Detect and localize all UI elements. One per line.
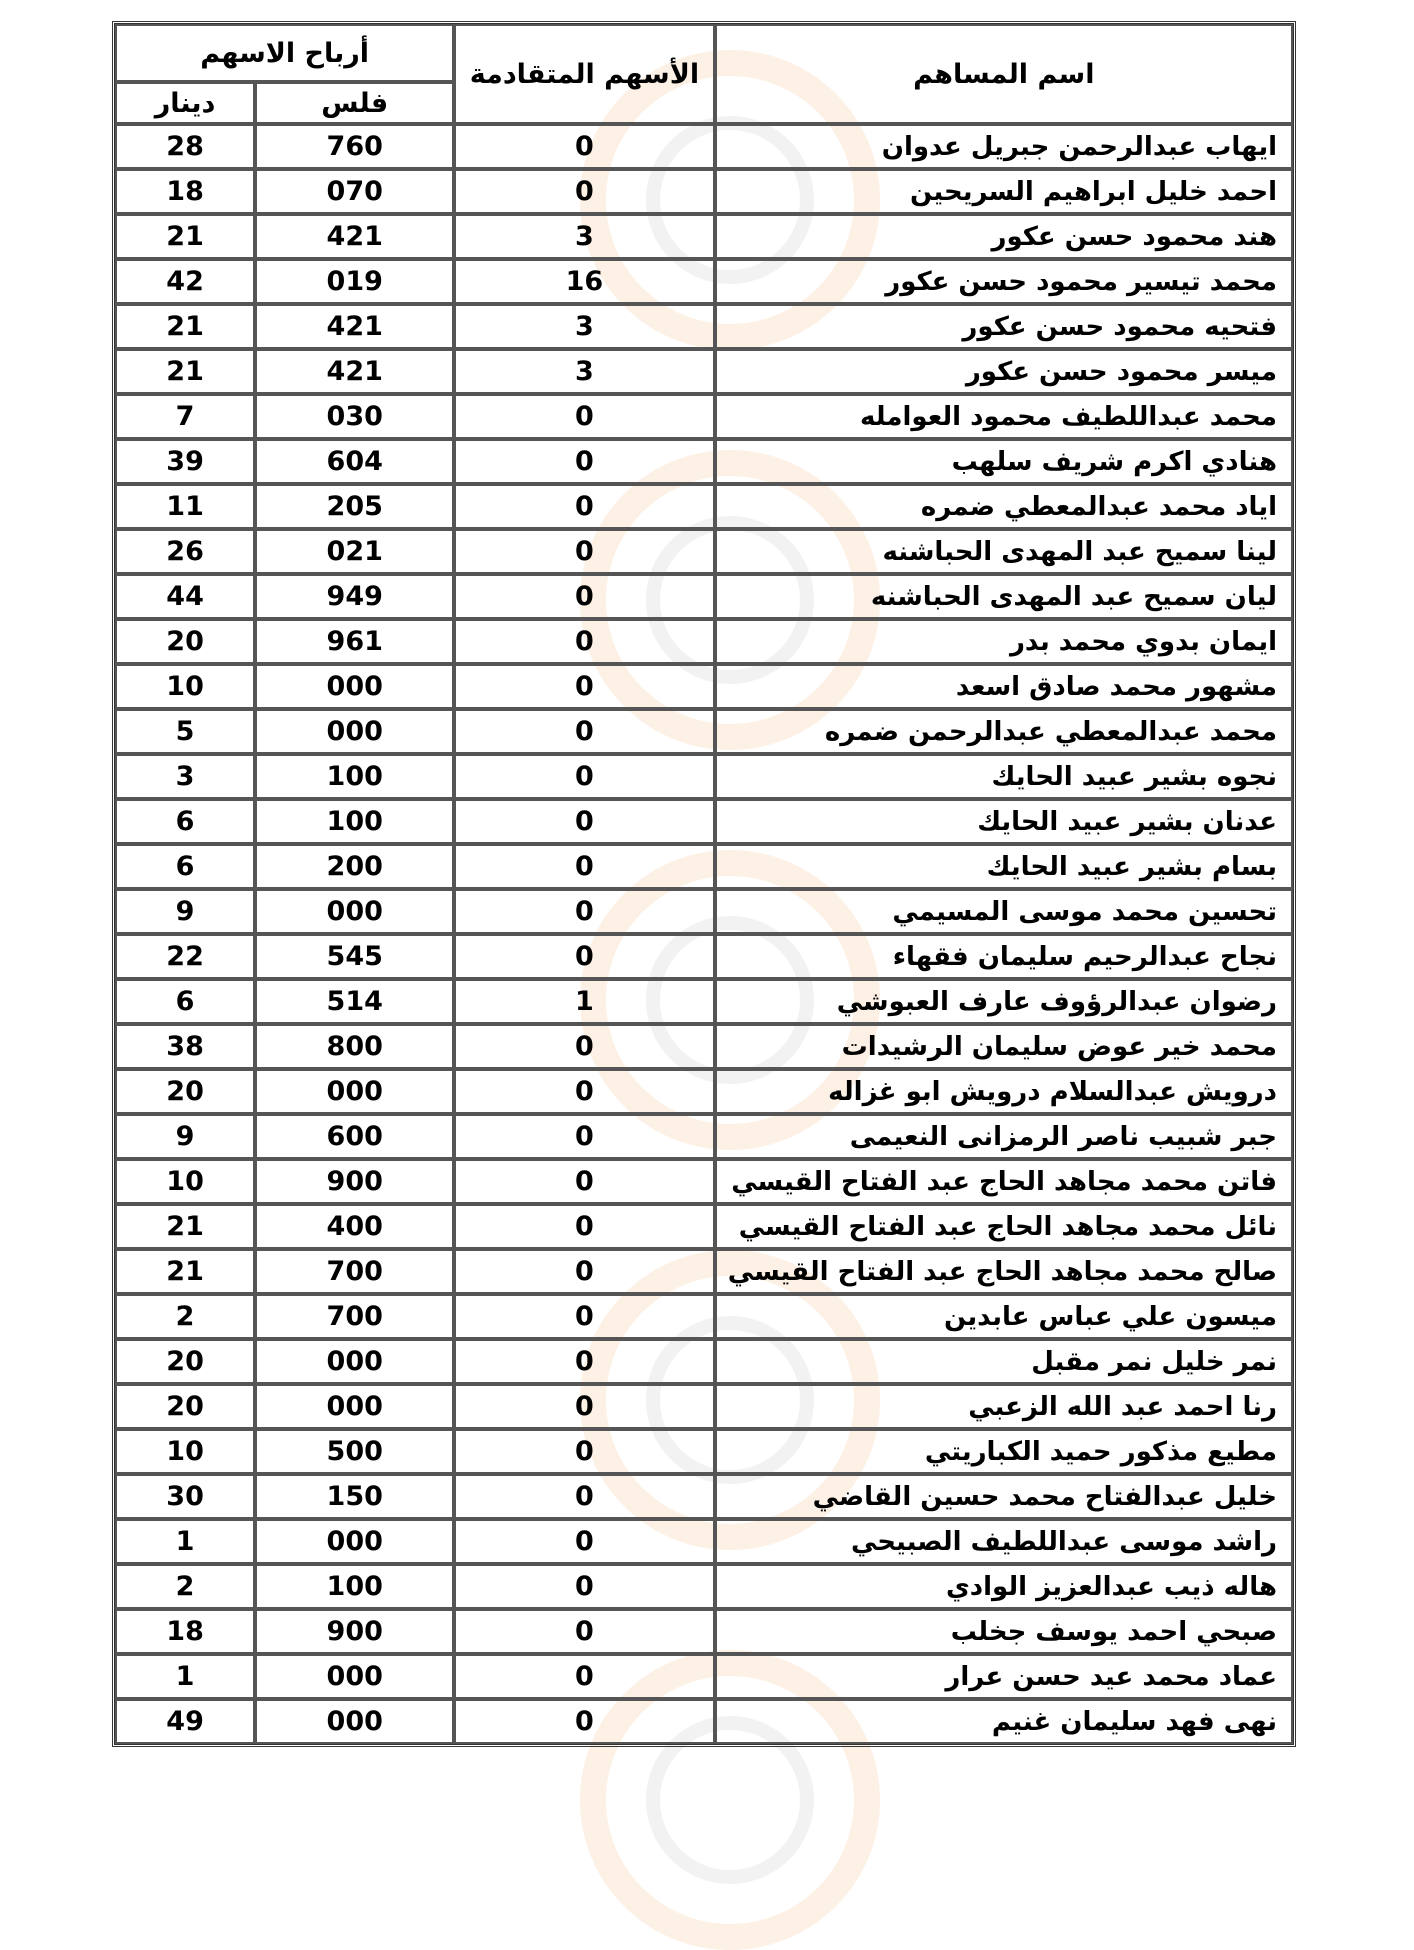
dividend-dinar-cell: 6 — [115, 979, 255, 1024]
dividend-fils-cell: 000 — [255, 1384, 454, 1429]
table-row — [115, 1429, 1293, 1474]
shareholder-name-cell: اياد محمد عبدالمعطي ضمره — [715, 484, 1293, 529]
table-row — [115, 1159, 1293, 1204]
dividend-dinar-cell: 5 — [115, 709, 255, 754]
expired-shares-cell: 0 — [454, 844, 714, 889]
dividend-dinar-cell: 21 — [115, 1204, 255, 1249]
expired-shares-cell: 0 — [454, 709, 714, 754]
expired-shares-cell: 0 — [454, 1024, 714, 1069]
shareholder-name-cell: فاتن محمد مجاهد الحاج عبد الفتاح القيسي — [715, 1159, 1293, 1204]
dividend-fils-cell: 100 — [255, 799, 454, 844]
dividend-fils-cell: 604 — [255, 439, 454, 484]
table-row — [115, 1294, 1293, 1339]
table-row — [115, 394, 1293, 439]
shareholder-name-cell: نجوه بشير عبيد الحايك — [715, 754, 1293, 799]
dividend-fils-cell: 019 — [255, 259, 454, 304]
dividend-dinar-cell: 20 — [115, 1384, 255, 1429]
dividend-fils-cell: 100 — [255, 754, 454, 799]
table-row — [115, 349, 1293, 394]
dividend-dinar-cell: 9 — [115, 1114, 255, 1159]
dividend-dinar-cell: 9 — [115, 889, 255, 934]
dividend-fils-cell: 021 — [255, 529, 454, 574]
dividend-dinar-cell: 7 — [115, 394, 255, 439]
table-row — [115, 1609, 1293, 1654]
expired-shares-cell: 0 — [454, 1114, 714, 1159]
dividend-fils-cell: 900 — [255, 1609, 454, 1654]
dividend-dinar-cell: 22 — [115, 934, 255, 979]
table-row — [115, 259, 1293, 304]
expired-shares-cell: 0 — [454, 889, 714, 934]
dividend-fils-cell: 400 — [255, 1204, 454, 1249]
dividend-fils-cell: 000 — [255, 709, 454, 754]
dividend-dinar-cell: 6 — [115, 844, 255, 889]
table-row — [115, 1564, 1293, 1609]
expired-shares-cell: 0 — [454, 1384, 714, 1429]
header-dinar: دينار — [115, 82, 255, 124]
dividend-dinar-cell: 44 — [115, 574, 255, 619]
dividend-fils-cell: 760 — [255, 124, 454, 169]
dividend-dinar-cell: 10 — [115, 1429, 255, 1474]
expired-shares-cell: 0 — [454, 1159, 714, 1204]
shareholder-name-cell: ميسر محمود حسن عكور — [715, 349, 1293, 394]
shareholder-name-cell: مشهور محمد صادق اسعد — [715, 664, 1293, 709]
expired-shares-cell: 0 — [454, 1609, 714, 1654]
dividend-dinar-cell: 11 — [115, 484, 255, 529]
shareholder-name-cell: محمد خير عوض سليمان الرشيدات — [715, 1024, 1293, 1069]
dividend-dinar-cell: 21 — [115, 214, 255, 259]
shareholder-name-cell: عدنان بشير عبيد الحايك — [715, 799, 1293, 844]
dividend-dinar-cell: 3 — [115, 754, 255, 799]
expired-shares-cell: 0 — [454, 1339, 714, 1384]
dividend-dinar-cell: 2 — [115, 1564, 255, 1609]
table-row — [115, 799, 1293, 844]
table-row — [115, 979, 1293, 1024]
dividend-fils-cell: 700 — [255, 1294, 454, 1339]
shareholder-name-cell: رنا احمد عبد الله الزعبي — [715, 1384, 1293, 1429]
expired-shares-cell: 0 — [454, 1474, 714, 1519]
expired-shares-cell: 0 — [454, 799, 714, 844]
table-row — [115, 934, 1293, 979]
dividend-fils-cell: 000 — [255, 889, 454, 934]
dividend-fils-cell: 205 — [255, 484, 454, 529]
shareholder-name-cell: صالح محمد مجاهد الحاج عبد الفتاح القيسي — [715, 1249, 1293, 1294]
table-row — [115, 529, 1293, 574]
dividend-fils-cell: 900 — [255, 1159, 454, 1204]
dividend-dinar-cell: 39 — [115, 439, 255, 484]
expired-shares-cell: 0 — [454, 574, 714, 619]
expired-shares-cell: 3 — [454, 304, 714, 349]
table-row — [115, 214, 1293, 259]
shareholder-name-cell: صبحي احمد يوسف جخلب — [715, 1609, 1293, 1654]
expired-shares-cell: 0 — [454, 1564, 714, 1609]
dividend-fils-cell: 000 — [255, 664, 454, 709]
dividend-fils-cell: 000 — [255, 1069, 454, 1114]
dividend-dinar-cell: 30 — [115, 1474, 255, 1519]
shareholder-name-cell: نمر خليل نمر مقبل — [715, 1339, 1293, 1384]
dividend-fils-cell: 421 — [255, 304, 454, 349]
dividend-dinar-cell: 21 — [115, 349, 255, 394]
shareholder-name-cell: لينا سميح عبد المهدى الحباشنه — [715, 529, 1293, 574]
dividend-dinar-cell: 18 — [115, 1609, 255, 1654]
table-row — [115, 124, 1293, 169]
expired-shares-cell: 0 — [454, 1654, 714, 1699]
dividend-dinar-cell: 2 — [115, 1294, 255, 1339]
expired-shares-cell: 0 — [454, 484, 714, 529]
dividend-fils-cell: 000 — [255, 1519, 454, 1564]
dividend-fils-cell: 000 — [255, 1654, 454, 1699]
dividend-dinar-cell: 21 — [115, 304, 255, 349]
shareholder-name-cell: بسام بشير عبيد الحايك — [715, 844, 1293, 889]
table-row — [115, 1339, 1293, 1384]
dividend-fils-cell: 700 — [255, 1249, 454, 1294]
dividend-dinar-cell: 20 — [115, 1069, 255, 1114]
expired-shares-cell: 0 — [454, 1519, 714, 1564]
expired-shares-cell: 0 — [454, 1204, 714, 1249]
shareholder-name-cell: ليان سميح عبد المهدى الحباشنه — [715, 574, 1293, 619]
table-row — [115, 1699, 1293, 1744]
table-row — [115, 1654, 1293, 1699]
dividend-dinar-cell: 21 — [115, 1249, 255, 1294]
dividend-dinar-cell: 28 — [115, 124, 255, 169]
expired-shares-cell: 0 — [454, 169, 714, 214]
dividend-dinar-cell: 49 — [115, 1699, 255, 1744]
expired-shares-cell: 0 — [454, 394, 714, 439]
shareholder-name-cell: ميسون علي عباس عابدين — [715, 1294, 1293, 1339]
dividend-dinar-cell: 6 — [115, 799, 255, 844]
shareholder-name-cell: درويش عبدالسلام درويش ابو غزاله — [715, 1069, 1293, 1114]
shareholder-name-cell: راشد موسى عبداللطيف الصبيحي — [715, 1519, 1293, 1564]
table-row — [115, 1204, 1293, 1249]
dividend-fils-cell: 545 — [255, 934, 454, 979]
table-row — [115, 664, 1293, 709]
dividend-fils-cell: 949 — [255, 574, 454, 619]
shareholder-name-cell: هاله ذيب عبدالعزيز الوادي — [715, 1564, 1293, 1609]
shareholder-name-cell: محمد عبدالمعطي عبدالرحمن ضمره — [715, 709, 1293, 754]
table-row — [115, 754, 1293, 799]
dividend-dinar-cell: 26 — [115, 529, 255, 574]
table-row — [115, 844, 1293, 889]
table-row — [115, 1474, 1293, 1519]
header-dividends: أرباح الاسهم — [115, 24, 454, 82]
dividend-dinar-cell: 20 — [115, 1339, 255, 1384]
dividend-fils-cell: 421 — [255, 349, 454, 394]
expired-shares-cell: 16 — [454, 259, 714, 304]
expired-shares-cell: 0 — [454, 529, 714, 574]
header-expired-shares: الأسهم المتقادمة — [454, 24, 714, 124]
dividend-fils-cell: 000 — [255, 1339, 454, 1384]
expired-shares-cell: 3 — [454, 214, 714, 259]
header-fils: فلس — [255, 82, 454, 124]
shareholder-name-cell: نائل محمد مجاهد الحاج عبد الفتاح القيسي — [715, 1204, 1293, 1249]
shareholder-name-cell: ايمان بدوي محمد بدر — [715, 619, 1293, 664]
shareholder-name-cell: خليل عبدالفتاح محمد حسين القاضي — [715, 1474, 1293, 1519]
table-row — [115, 484, 1293, 529]
table-row — [115, 169, 1293, 214]
table-row — [115, 1069, 1293, 1114]
dividend-dinar-cell: 20 — [115, 619, 255, 664]
table-row — [115, 619, 1293, 664]
dividend-dinar-cell: 18 — [115, 169, 255, 214]
shareholder-name-cell: نهى فهد سليمان غنيم — [715, 1699, 1293, 1744]
dividend-fils-cell: 070 — [255, 169, 454, 214]
expired-shares-cell: 0 — [454, 439, 714, 484]
dividend-fils-cell: 150 — [255, 1474, 454, 1519]
dividend-dinar-cell: 10 — [115, 664, 255, 709]
shareholders-table — [112, 21, 1296, 1747]
shareholder-name-cell: احمد خليل ابراهيم السريحين — [715, 169, 1293, 214]
expired-shares-cell: 0 — [454, 124, 714, 169]
dividend-fils-cell: 030 — [255, 394, 454, 439]
table-row — [115, 709, 1293, 754]
table-row — [115, 304, 1293, 349]
shareholder-name-cell: نجاح عبدالرحيم سليمان فقهاء — [715, 934, 1293, 979]
shareholder-name-cell: ايهاب عبدالرحمن جبريل عدوان — [715, 124, 1293, 169]
dividend-fils-cell: 961 — [255, 619, 454, 664]
shareholder-name-cell: فتحيه محمود حسن عكور — [715, 304, 1293, 349]
shareholder-name-cell: تحسين محمد موسى المسيمي — [715, 889, 1293, 934]
expired-shares-cell: 1 — [454, 979, 714, 1024]
shareholder-name-cell: محمد تيسير محمود حسن عكور — [715, 259, 1293, 304]
dividend-dinar-cell: 42 — [115, 259, 255, 304]
dividend-fils-cell: 800 — [255, 1024, 454, 1069]
table-row — [115, 439, 1293, 484]
shareholder-name-cell: محمد عبداللطيف محمود العوامله — [715, 394, 1293, 439]
dividend-dinar-cell: 10 — [115, 1159, 255, 1204]
expired-shares-cell: 3 — [454, 349, 714, 394]
dividend-fils-cell: 100 — [255, 1564, 454, 1609]
expired-shares-cell: 0 — [454, 619, 714, 664]
table-row — [115, 1024, 1293, 1069]
expired-shares-cell: 0 — [454, 1699, 714, 1744]
dividend-fils-cell: 200 — [255, 844, 454, 889]
table-row — [115, 1114, 1293, 1159]
dividend-dinar-cell: 38 — [115, 1024, 255, 1069]
dividend-fils-cell: 600 — [255, 1114, 454, 1159]
shareholder-name-cell: رضوان عبدالرؤوف عارف العبوشي — [715, 979, 1293, 1024]
dividend-dinar-cell: 1 — [115, 1654, 255, 1699]
dividend-fils-cell: 421 — [255, 214, 454, 259]
shareholder-name-cell: جبر شبيب ناصر الرمزانى النعيمى — [715, 1114, 1293, 1159]
table-row — [115, 1519, 1293, 1564]
table-row — [115, 574, 1293, 619]
table-row — [115, 889, 1293, 934]
table-row — [115, 1384, 1293, 1429]
expired-shares-cell: 0 — [454, 1069, 714, 1114]
expired-shares-cell: 0 — [454, 1249, 714, 1294]
dividend-fils-cell: 500 — [255, 1429, 454, 1474]
expired-shares-cell: 0 — [454, 1429, 714, 1474]
shareholder-name-cell: هند محمود حسن عكور — [715, 214, 1293, 259]
table-row — [115, 1249, 1293, 1294]
header-shareholder-name: اسم المساهم — [715, 24, 1293, 124]
shareholder-name-cell: هنادي اكرم شريف سلهب — [715, 439, 1293, 484]
dividend-dinar-cell: 1 — [115, 1519, 255, 1564]
dividend-fils-cell: 000 — [255, 1699, 454, 1744]
expired-shares-cell: 0 — [454, 934, 714, 979]
dividend-fils-cell: 514 — [255, 979, 454, 1024]
expired-shares-cell: 0 — [454, 1294, 714, 1339]
shareholder-name-cell: مطيع مذكور حميد الكباريتي — [715, 1429, 1293, 1474]
shareholder-name-cell: عماد محمد عيد حسن عرار — [715, 1654, 1293, 1699]
expired-shares-cell: 0 — [454, 664, 714, 709]
expired-shares-cell: 0 — [454, 754, 714, 799]
